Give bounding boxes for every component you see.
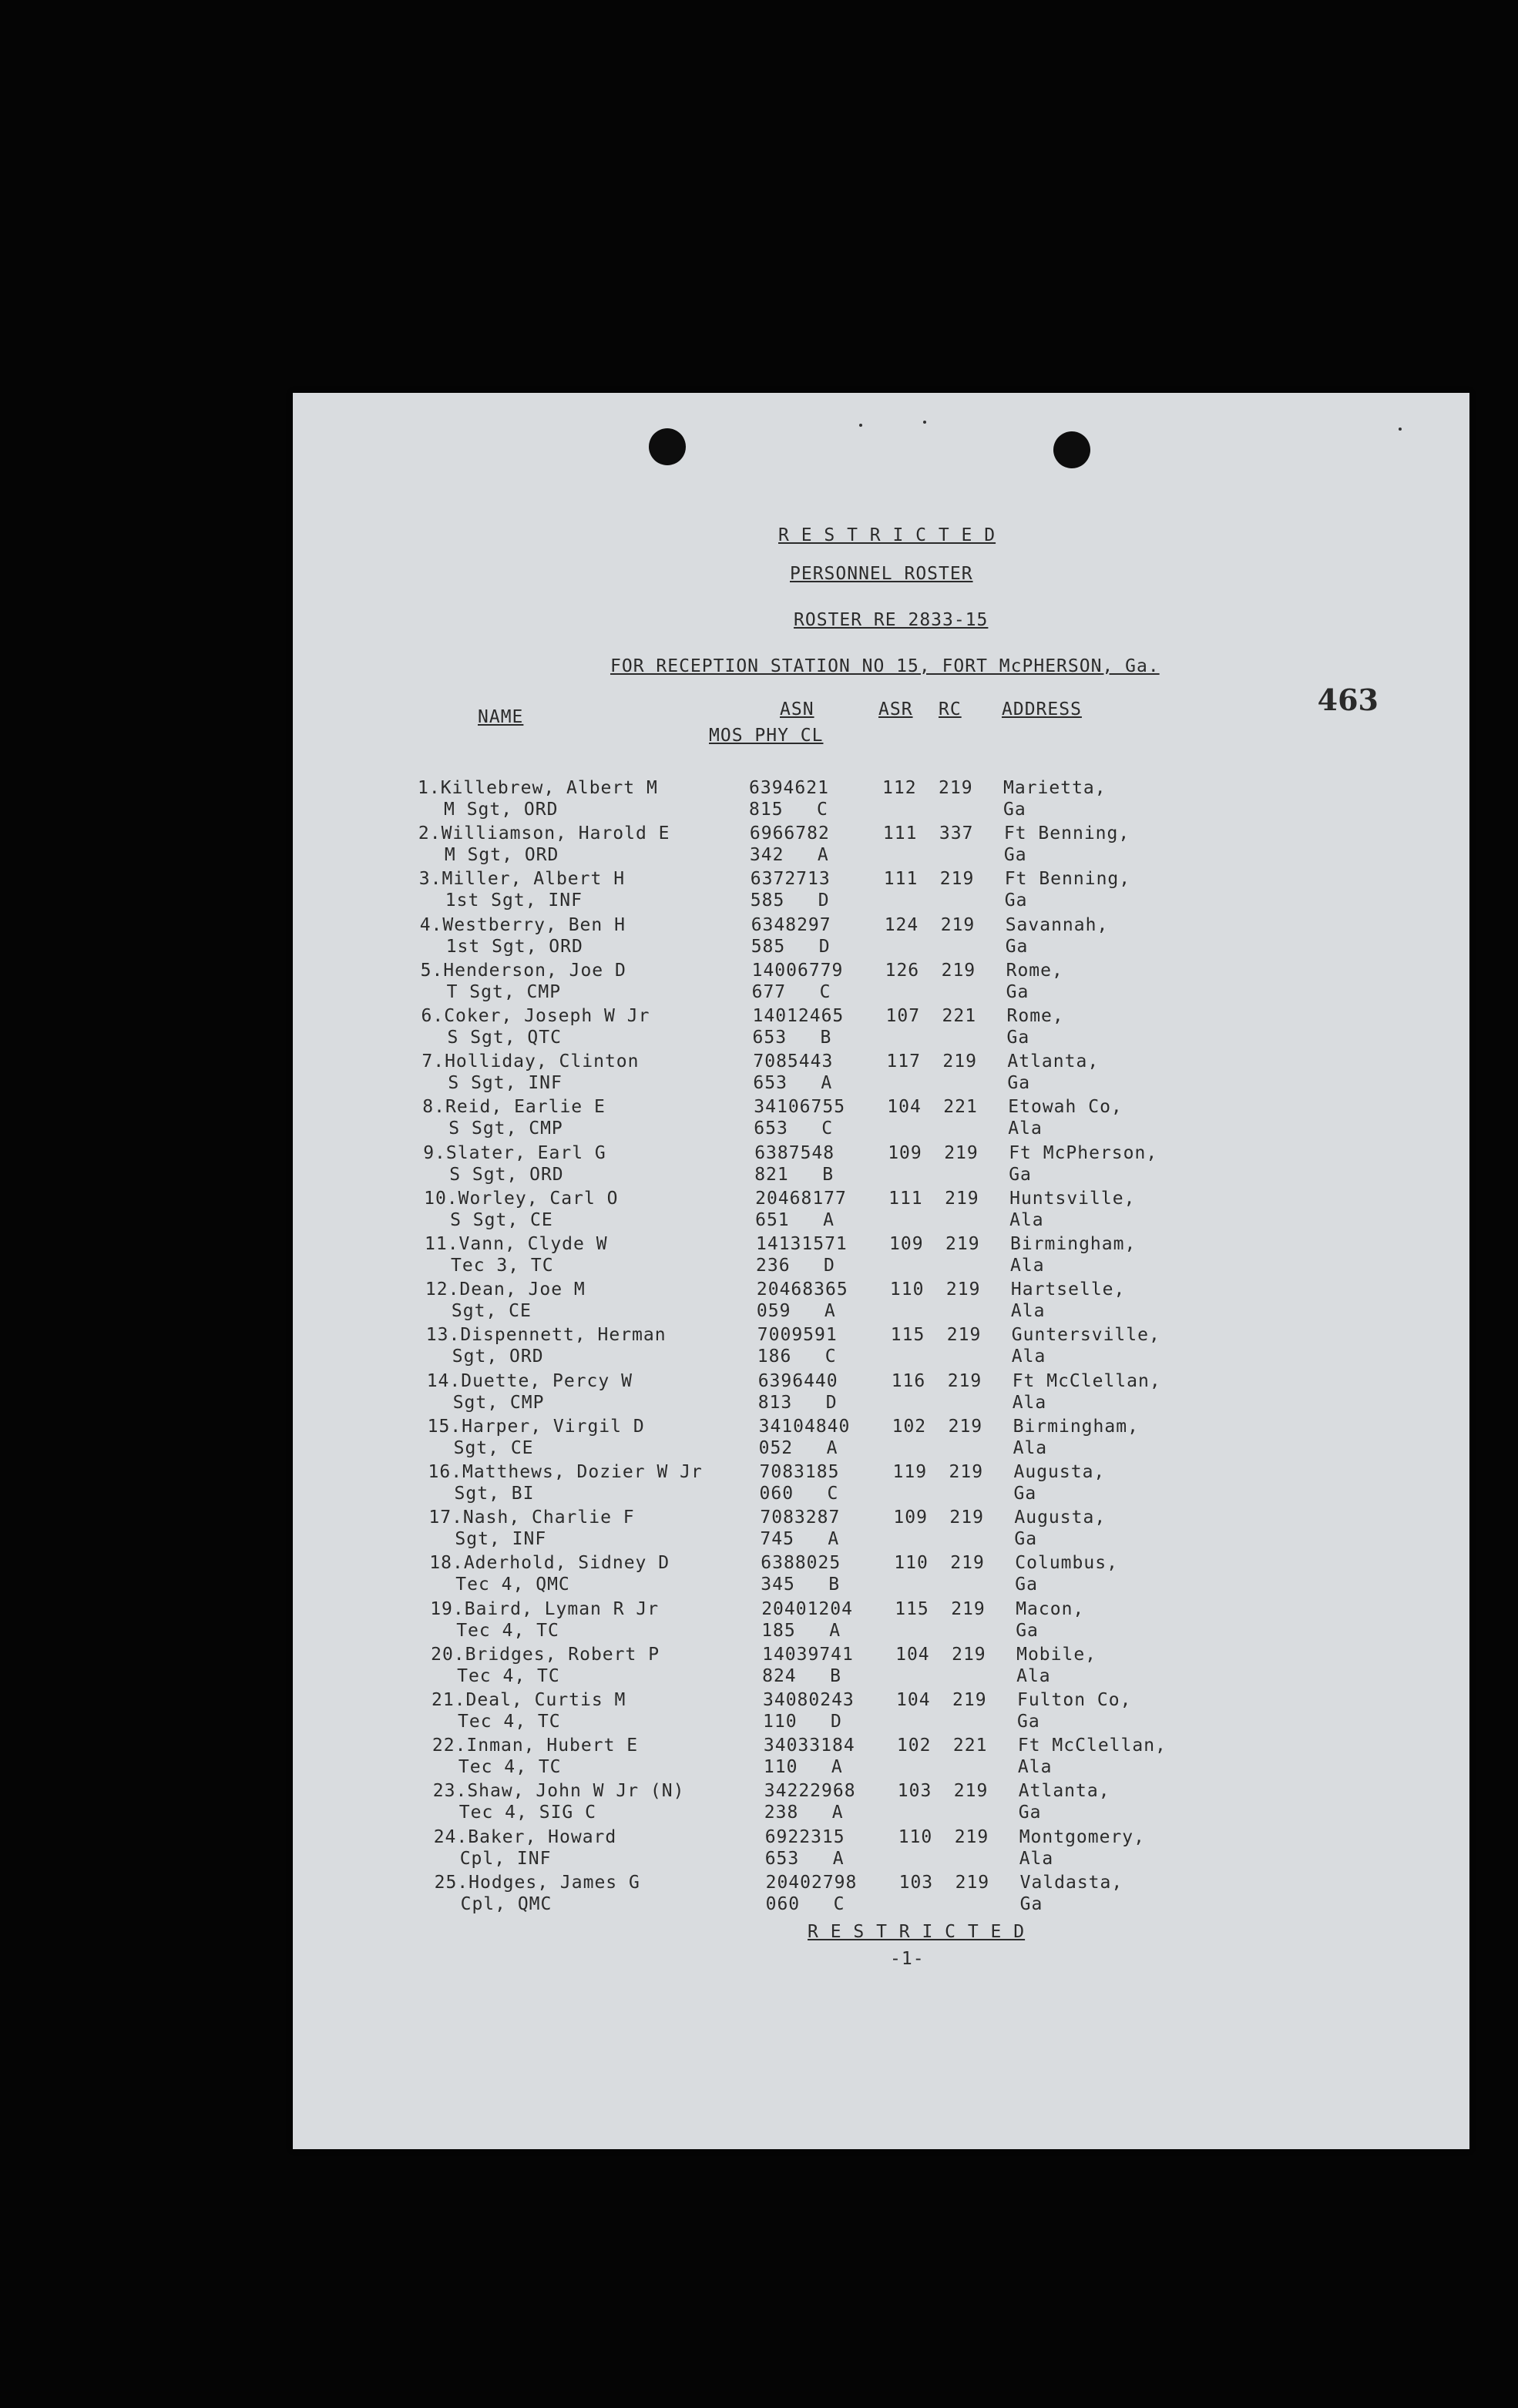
row-rc: 219 [952, 1690, 987, 1710]
row-phy-cl: C [819, 981, 831, 1002]
row-rc: 219 [949, 1462, 984, 1482]
row-name: 4.Westberry, Ben H [419, 914, 626, 935]
row-address-state: Ga [1015, 1575, 1038, 1595]
row-rc: 219 [940, 914, 976, 935]
row-asr: 115 [890, 1325, 925, 1346]
col-header-asr: ASR [878, 699, 913, 719]
row-address-state: Ga [1006, 1028, 1030, 1048]
row-name: 9.Slater, Earl G [423, 1142, 606, 1163]
row-asr: 116 [891, 1370, 926, 1391]
row-rc: 219 [947, 1370, 982, 1391]
row-address: Mobile, [1016, 1644, 1097, 1665]
row-rank: Sgt, CE [453, 1437, 534, 1458]
row-asn: 34222968 [764, 1781, 856, 1802]
row-phy-cl: A [826, 1437, 838, 1458]
row-asn: 14039741 [762, 1644, 854, 1665]
row-asn: 6396440 [757, 1370, 838, 1391]
row-name: 15.Harper, Virgil D [427, 1416, 645, 1437]
row-asn: 20402798 [765, 1872, 858, 1893]
row-phy-cl: C [821, 1118, 834, 1139]
row-address: Rome, [1006, 960, 1063, 981]
row-rank: Sgt, CE [451, 1301, 532, 1322]
col-header-address: ADDRESS [1002, 699, 1082, 719]
row-rc: 337 [939, 823, 974, 844]
row-rank: Tec 4, TC [458, 1757, 562, 1778]
row-rc: 219 [955, 1872, 990, 1893]
row-phy-cl: C [827, 1484, 839, 1504]
row-mos: 342 [749, 845, 784, 866]
row-asn: 6388025 [761, 1553, 841, 1574]
row-rc: 221 [942, 1006, 977, 1026]
row-phy-cl: A [823, 1209, 835, 1230]
page-number: -1- [890, 1949, 925, 1969]
paper-speck [1399, 428, 1402, 431]
row-asr: 104 [896, 1690, 931, 1710]
row-name: 13.Dispennett, Herman [425, 1325, 667, 1346]
row-name: 20.Bridges, Robert P [431, 1644, 660, 1665]
row-address-state: Ga [1006, 981, 1029, 1002]
col-header-name: NAME [478, 707, 524, 727]
row-rank: Tec 3, TC [451, 1256, 554, 1276]
col-header-rc: RC [939, 699, 962, 719]
row-mos: 653 [754, 1118, 788, 1139]
row-phy-cl: A [828, 1529, 840, 1550]
row-phy-cl: D [818, 890, 830, 911]
row-rank: M Sgt, ORD [444, 800, 559, 820]
row-address: Atlanta, [1007, 1051, 1100, 1072]
row-address: Fulton Co, [1017, 1690, 1132, 1710]
row-address-state: Ga [1019, 1893, 1043, 1914]
row-rank: 1st Sgt, INF [445, 890, 583, 911]
row-rank: S Sgt, CMP [448, 1118, 563, 1139]
row-mos: 185 [761, 1620, 796, 1641]
row-name: 18.Aderhold, Sidney D [429, 1553, 670, 1574]
row-asr: 110 [898, 1826, 933, 1847]
row-address-state: Ala [1016, 1665, 1051, 1686]
row-rc: 219 [941, 960, 976, 981]
row-asn: 34104840 [758, 1416, 851, 1437]
row-name: 24.Baker, Howard [433, 1826, 617, 1847]
row-asn: 34033184 [763, 1736, 855, 1756]
row-address: Savannah, [1005, 914, 1109, 935]
row-mos: 651 [755, 1209, 790, 1230]
row-phy-cl: B [830, 1665, 841, 1686]
row-mos: 585 [751, 936, 786, 957]
row-address-state: Ala [1017, 1757, 1053, 1778]
row-asn: 34106755 [754, 1097, 846, 1118]
row-phy-cl: C [817, 800, 828, 820]
punch-hole-left [649, 428, 686, 465]
row-mos: 653 [752, 1028, 788, 1048]
row-asn: 14012465 [752, 1006, 845, 1026]
row-address: Etowah Co, [1008, 1097, 1123, 1118]
row-address-state: Ala [1013, 1437, 1048, 1458]
row-address-state: Ga [1007, 1073, 1031, 1094]
row-mos: 824 [762, 1665, 797, 1686]
row-mos: 653 [753, 1073, 788, 1094]
table-row [293, 823, 1469, 870]
row-address: Birmingham, [1013, 1416, 1139, 1437]
col-header-asn: ASN [780, 699, 814, 719]
row-phy-cl: D [831, 1712, 842, 1732]
table-row [293, 1143, 1469, 1189]
row-asr: 109 [888, 1142, 922, 1163]
row-name: 25.Hodges, James G [434, 1872, 640, 1893]
row-phy-cl: A [832, 1848, 845, 1869]
row-address-state: Ga [1017, 1712, 1040, 1732]
table-row [293, 961, 1469, 1007]
row-address-state: Ga [1014, 1529, 1038, 1550]
row-asr: 110 [889, 1279, 925, 1300]
row-rc: 219 [949, 1508, 984, 1528]
row-address: Ft McClellan, [1017, 1736, 1167, 1756]
row-asr: 102 [896, 1736, 932, 1756]
row-address: Marietta, [1003, 778, 1107, 798]
table-row [293, 1827, 1469, 1873]
row-rc: 219 [953, 1781, 989, 1802]
row-phy-cl: D [825, 1392, 838, 1413]
row-rc: 219 [939, 778, 973, 798]
row-address-state: Ala [1010, 1256, 1045, 1276]
row-rc: 221 [943, 1097, 978, 1118]
row-name: 16.Matthews, Dozier W Jr [428, 1462, 703, 1482]
paper-speck [923, 421, 926, 424]
row-asr: 102 [892, 1416, 927, 1437]
row-asn: 20468177 [755, 1188, 847, 1209]
row-address: Birmingham, [1010, 1234, 1137, 1254]
row-asr: 103 [898, 1872, 934, 1893]
row-rank: Sgt, BI [454, 1484, 535, 1504]
row-asn: 7009591 [757, 1325, 838, 1346]
table-row [293, 1553, 1469, 1599]
row-rank: S Sgt, ORD [449, 1164, 564, 1185]
table-row [293, 1736, 1469, 1782]
row-name: 1.Killebrew, Albert M [418, 778, 658, 798]
punch-hole-right [1053, 431, 1090, 468]
row-rc: 219 [945, 1234, 980, 1254]
row-name: 8.Reid, Earlie E [422, 1097, 606, 1118]
row-asr: 104 [887, 1097, 922, 1118]
table-row [293, 1371, 1469, 1417]
row-name: 3.Miller, Albert H [418, 869, 626, 890]
row-rc: 219 [944, 1142, 979, 1163]
row-address-state: Ga [1005, 936, 1029, 957]
row-asr: 119 [892, 1462, 928, 1482]
table-row [293, 1325, 1469, 1371]
row-asr: 115 [895, 1598, 929, 1619]
table-row [293, 1462, 1469, 1508]
row-address-state: Ga [1016, 1620, 1039, 1641]
row-rank: Sgt, INF [455, 1529, 547, 1550]
row-mos: 186 [757, 1347, 792, 1367]
row-rank: T Sgt, CMP [446, 981, 562, 1002]
row-asr: 107 [885, 1006, 921, 1026]
row-phy-cl: D [824, 1256, 835, 1276]
row-address: Huntsville, [1009, 1188, 1136, 1209]
row-address-state: Ala [1009, 1209, 1044, 1230]
row-phy-cl: A [817, 845, 829, 866]
row-mos: 060 [759, 1484, 794, 1504]
table-row [293, 1508, 1469, 1554]
row-mos: 745 [760, 1529, 794, 1550]
row-name: 19.Baird, Lyman R Jr [430, 1598, 660, 1619]
row-rank: M Sgt, ORD [444, 845, 559, 866]
table-row [293, 1234, 1469, 1280]
row-mos: 815 [749, 800, 784, 820]
row-address: Montgomery, [1019, 1826, 1146, 1847]
row-rc: 219 [939, 869, 975, 890]
row-address: Atlanta, [1018, 1781, 1110, 1802]
row-rank: Cpl, INF [459, 1848, 552, 1869]
row-name: 14.Duette, Percy W [426, 1370, 633, 1391]
row-mos: 059 [756, 1301, 791, 1322]
row-phy-cl: A [831, 1803, 844, 1823]
row-rank: Sgt, ORD [452, 1347, 544, 1367]
row-asn: 7085443 [753, 1051, 834, 1072]
row-phy-cl: A [824, 1301, 836, 1322]
row-rank: Sgt, CMP [452, 1392, 545, 1413]
row-address-state: Ala [1012, 1392, 1047, 1413]
row-phy-cl: B [822, 1164, 835, 1185]
row-asn: 6394621 [749, 778, 829, 798]
row-name: 21.Deal, Curtis M [432, 1690, 626, 1710]
row-phy-cl: A [831, 1757, 843, 1778]
row-mos: 585 [750, 890, 785, 911]
row-rc: 219 [954, 1826, 989, 1847]
row-address: Macon, [1016, 1598, 1085, 1619]
roster-sheet [293, 393, 1469, 2149]
row-name: 23.Shaw, John W Jr (N) [432, 1781, 685, 1802]
row-asn: 14131571 [756, 1234, 848, 1254]
row-address: Rome, [1006, 1006, 1064, 1026]
row-phy-cl: A [821, 1073, 833, 1094]
row-name: 22.Inman, Hubert E [432, 1736, 639, 1756]
table-row [293, 778, 1469, 824]
row-rank: Tec 4, SIG C [458, 1803, 596, 1823]
row-asn: 20401204 [761, 1598, 853, 1619]
row-phy-cl: C [833, 1893, 845, 1914]
row-phy-cl: D [818, 936, 831, 957]
table-row [293, 1051, 1469, 1098]
row-rc: 219 [950, 1553, 985, 1574]
row-address: Augusta, [1013, 1462, 1106, 1482]
row-mos: 052 [758, 1437, 794, 1458]
row-rc: 219 [952, 1644, 986, 1665]
row-asr: 111 [882, 823, 918, 844]
row-name: 7.Holliday, Clinton [421, 1051, 640, 1072]
row-address-state: Ala [1010, 1301, 1046, 1322]
row-asr: 109 [893, 1508, 928, 1528]
row-asr: 109 [889, 1234, 924, 1254]
row-asn: 6372713 [750, 869, 831, 890]
row-address: Guntersville, [1011, 1325, 1160, 1346]
row-asr: 124 [884, 914, 919, 935]
row-address: Ft Benning, [1004, 869, 1131, 890]
row-phy-cl: B [820, 1028, 832, 1048]
row-address-state: Ga [1004, 890, 1028, 911]
row-name: 12.Dean, Joe M [425, 1279, 586, 1300]
classification-bottom: R E S T R I C T E D [808, 1922, 1026, 1942]
row-address-state: Ga [1003, 845, 1027, 866]
row-asr: 111 [888, 1188, 923, 1209]
row-mos: 653 [764, 1848, 800, 1869]
row-name: 17.Nash, Charlie F [428, 1508, 635, 1528]
row-rank: 1st Sgt, ORD [445, 936, 583, 957]
row-address: Augusta, [1014, 1508, 1107, 1528]
row-phy-cl: B [828, 1575, 841, 1595]
row-asn: 14006779 [751, 960, 844, 981]
row-rc: 219 [942, 1051, 977, 1072]
row-address-state: Ga [1013, 1484, 1037, 1504]
row-asn: 6387548 [754, 1142, 835, 1163]
row-asr: 110 [894, 1553, 929, 1574]
row-rank: Tec 4, TC [456, 1620, 559, 1641]
row-asn: 34080243 [763, 1690, 855, 1710]
row-address-state: Ala [1008, 1118, 1043, 1139]
row-address-state: Ga [1018, 1803, 1042, 1823]
row-asn: 6348297 [751, 914, 831, 935]
table-row [293, 1873, 1469, 1919]
table-row [293, 1006, 1469, 1052]
row-asr: 117 [886, 1051, 921, 1072]
paper-speck [859, 424, 862, 427]
row-rank: Tec 4, QMC [455, 1575, 570, 1595]
row-asr: 126 [885, 960, 920, 981]
table-row [293, 1781, 1469, 1827]
table-row [293, 1690, 1469, 1736]
row-asn: 7083287 [760, 1508, 841, 1528]
row-address: Ft McPherson, [1009, 1142, 1158, 1163]
station-line: FOR RECEPTION STATION NO 15, FORT McPHERSON, Ga. [610, 656, 1160, 676]
row-asr: 103 [897, 1781, 932, 1802]
row-rank: S Sgt, CE [450, 1209, 553, 1230]
row-phy-cl: C [824, 1347, 837, 1367]
row-address-state: Ga [1003, 800, 1026, 820]
row-rank: S Sgt, INF [448, 1073, 563, 1094]
row-mos: 821 [754, 1164, 789, 1185]
table-row [293, 1097, 1469, 1143]
row-name: 10.Worley, Carl O [424, 1188, 619, 1209]
row-name: 2.Williamson, Harold E [418, 823, 670, 844]
row-rank: S Sgt, QTC [447, 1028, 562, 1048]
row-phy-cl: A [829, 1620, 841, 1641]
table-row [293, 915, 1469, 961]
row-asn: 6966782 [749, 823, 830, 844]
row-mos: 236 [756, 1256, 791, 1276]
row-rc: 219 [945, 1188, 979, 1209]
row-mos: 060 [765, 1893, 801, 1914]
col-header-mos-phy-cl: MOS PHY CL [709, 726, 824, 746]
table-row [293, 869, 1469, 915]
row-address: Ft Benning, [1003, 823, 1130, 844]
row-name: 6.Coker, Joseph W Jr [421, 1006, 650, 1026]
row-name: 11.Vann, Clyde W [425, 1234, 608, 1254]
row-address-state: Ala [1019, 1848, 1054, 1869]
row-mos: 110 [763, 1757, 798, 1778]
row-mos: 345 [761, 1575, 795, 1595]
row-address: Valdasta, [1019, 1872, 1123, 1893]
table-row [293, 1645, 1469, 1691]
page-stamp: 463 [1317, 682, 1379, 717]
row-rc: 219 [945, 1279, 981, 1300]
table-row [293, 1417, 1469, 1463]
row-asr: 111 [883, 869, 919, 890]
row-rank: Cpl, QMC [460, 1893, 552, 1914]
row-asn: 20468365 [756, 1279, 848, 1300]
row-name: 5.Henderson, Joe D [420, 960, 626, 981]
row-address: Columbus, [1015, 1553, 1118, 1574]
row-rc: 221 [952, 1736, 988, 1756]
roster-title: PERSONNEL ROSTER [790, 564, 973, 584]
row-rank: Tec 4, TC [457, 1665, 560, 1686]
row-address-state: Ga [1009, 1164, 1032, 1185]
table-row [293, 1279, 1469, 1326]
row-mos: 677 [751, 981, 787, 1002]
row-rc: 219 [948, 1416, 983, 1437]
row-asr: 104 [895, 1644, 930, 1665]
table-row [293, 1599, 1469, 1645]
row-rc: 219 [946, 1325, 982, 1346]
roster-number: ROSTER RE 2833-15 [794, 610, 989, 630]
row-mos: 110 [763, 1712, 798, 1732]
row-rank: Tec 4, TC [458, 1712, 561, 1732]
row-mos: 238 [764, 1803, 799, 1823]
row-asr: 112 [882, 778, 917, 798]
row-address: Hartselle, [1010, 1279, 1126, 1300]
row-mos: 813 [757, 1392, 793, 1413]
classification-top: R E S T R I C T E D [778, 525, 996, 545]
table-row [293, 1189, 1469, 1235]
row-asn: 6922315 [764, 1826, 845, 1847]
row-asn: 7083185 [759, 1462, 840, 1482]
row-address-state: Ala [1011, 1347, 1046, 1367]
row-address: Ft McClellan, [1012, 1370, 1161, 1391]
row-rc: 219 [951, 1598, 986, 1619]
